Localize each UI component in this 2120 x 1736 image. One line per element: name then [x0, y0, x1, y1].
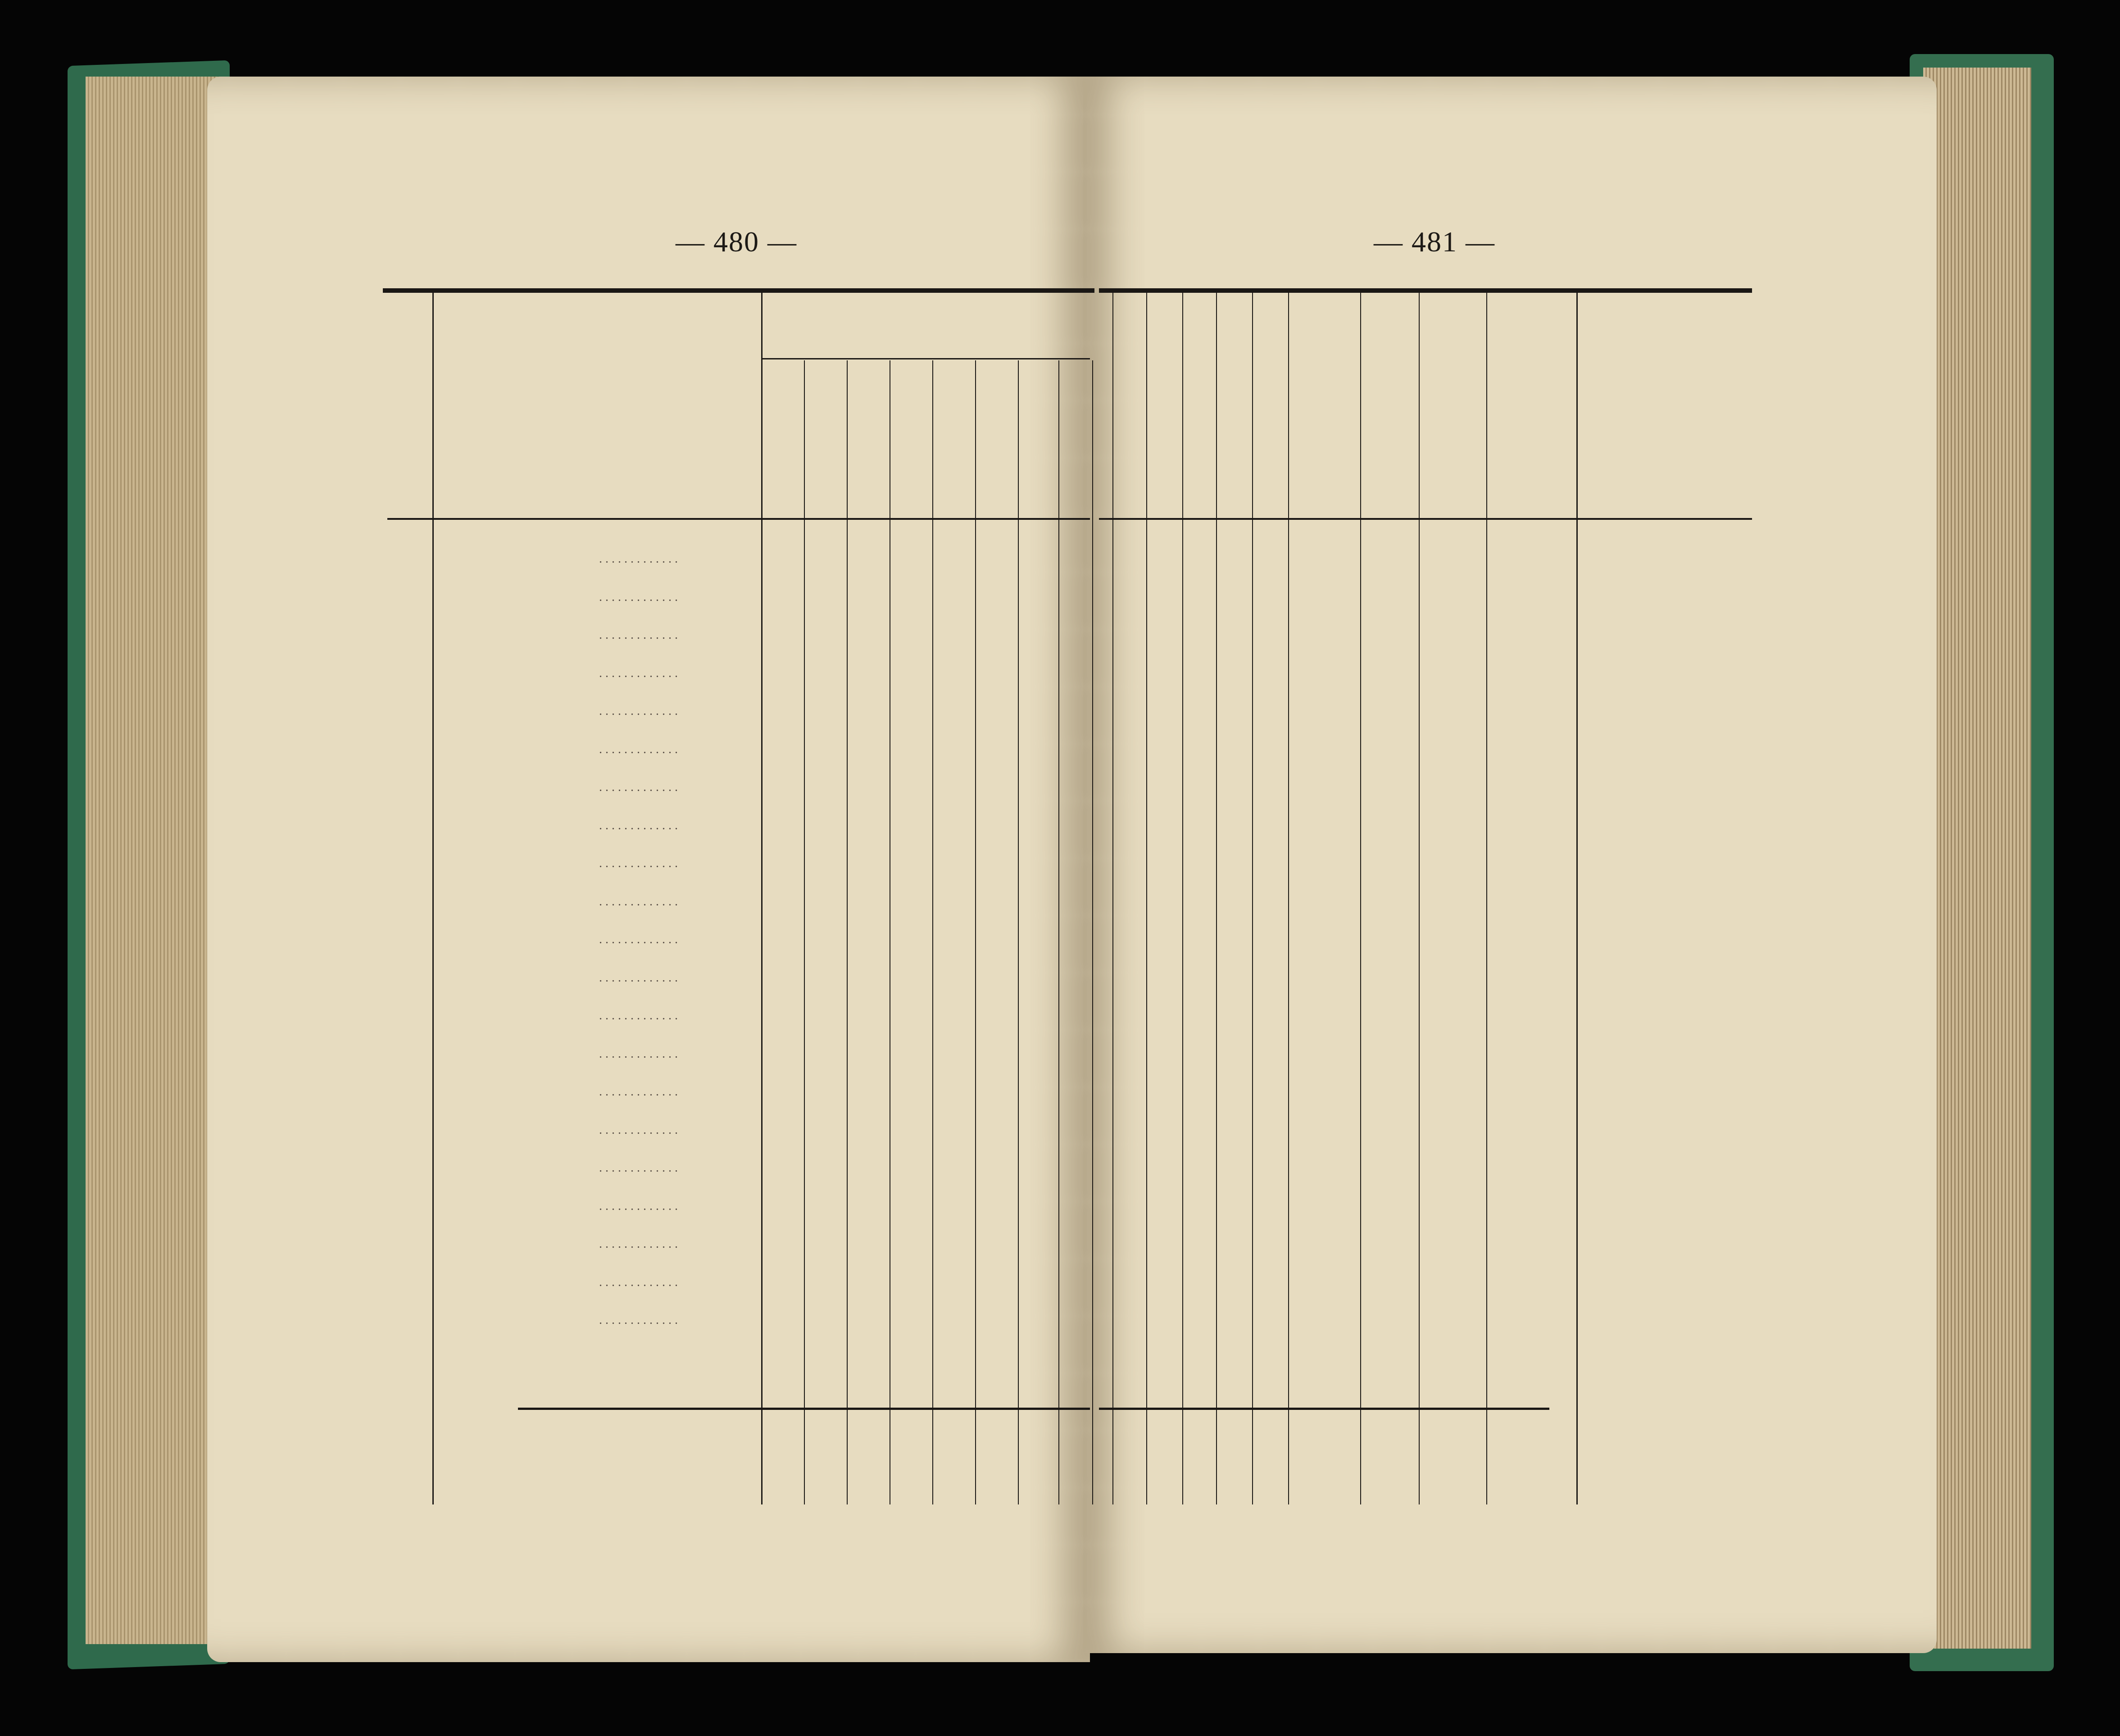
leader-dots: . . . . . . . . . . . . . — [599, 704, 678, 718]
year-col-rule — [761, 360, 762, 1504]
leader-dots: . . . . . . . . . . . . . — [599, 742, 678, 756]
year-col-rule — [1058, 360, 1059, 1504]
table-top-rule — [383, 288, 1094, 293]
year-col-rule — [804, 360, 805, 1504]
col-rule-no — [432, 288, 434, 1504]
leader-dots: . . . . . . . . . . . . . — [599, 1313, 678, 1327]
col-rule — [1112, 288, 1113, 1504]
col-rule — [1360, 288, 1361, 1504]
page-number-left: — 480 — — [676, 226, 797, 258]
col-rule — [1419, 288, 1420, 1504]
leader-dots: . . . . . . . . . . . . . — [599, 970, 678, 985]
col-rule — [1486, 288, 1487, 1504]
leader-dots: . . . . . . . . . . . . . — [599, 1199, 678, 1213]
table-top-rule-right — [1099, 288, 1752, 293]
page-number-right: — 481 — — [1374, 226, 1495, 258]
year-col-rule — [1092, 360, 1093, 1504]
leader-dots: . . . . . . . . . . . . . — [599, 1009, 678, 1023]
year-col-rule — [847, 360, 848, 1504]
header-bottom-rule-right — [1099, 518, 1752, 520]
col-rule — [1182, 288, 1183, 1504]
leader-dots: . . . . . . . . . . . . . — [599, 1275, 678, 1289]
year-col-rule — [1018, 360, 1019, 1504]
leader-dots: . . . . . . . . . . . . . — [599, 856, 678, 870]
leader-dots: . . . . . . . . . . . . . — [599, 1085, 678, 1099]
header-bottom-rule — [387, 518, 1090, 520]
leader-dots: . . . . . . . . . . . . . — [599, 628, 678, 642]
year-col-rule — [975, 360, 976, 1504]
col-rule — [1146, 288, 1147, 1504]
total-rule-right — [1099, 1408, 1549, 1410]
leader-dots: . . . . . . . . . . . . . — [599, 666, 678, 680]
col-rule — [1288, 288, 1289, 1504]
col-rule — [1252, 288, 1253, 1504]
col-rule — [1216, 288, 1217, 1504]
leader-dots: . . . . . . . . . . . . . — [599, 932, 678, 946]
leader-dots: . . . . . . . . . . . . . — [599, 1122, 678, 1137]
page-edges-left — [86, 77, 221, 1644]
year-col-rule — [932, 360, 933, 1504]
right-page — [1083, 77, 1937, 1653]
page-edges-right — [1923, 68, 2031, 1649]
leader-dots: . . . . . . . . . . . . . — [599, 780, 678, 794]
leader-dots: . . . . . . . . . . . . . — [599, 590, 678, 604]
leader-dots: . . . . . . . . . . . . . — [599, 1161, 678, 1175]
leader-dots: . . . . . . . . . . . . . — [599, 1237, 678, 1251]
leader-dots: . . . . . . . . . . . . . — [599, 894, 678, 909]
leader-dots: . . . . . . . . . . . . . — [599, 1046, 678, 1061]
col-rule-remark — [1576, 288, 1578, 1504]
leader-dots: . . . . . . . . . . . . . — [599, 552, 678, 566]
leader-dots: . . . . . . . . . . . . . — [599, 818, 678, 832]
group-rule — [761, 358, 1090, 359]
